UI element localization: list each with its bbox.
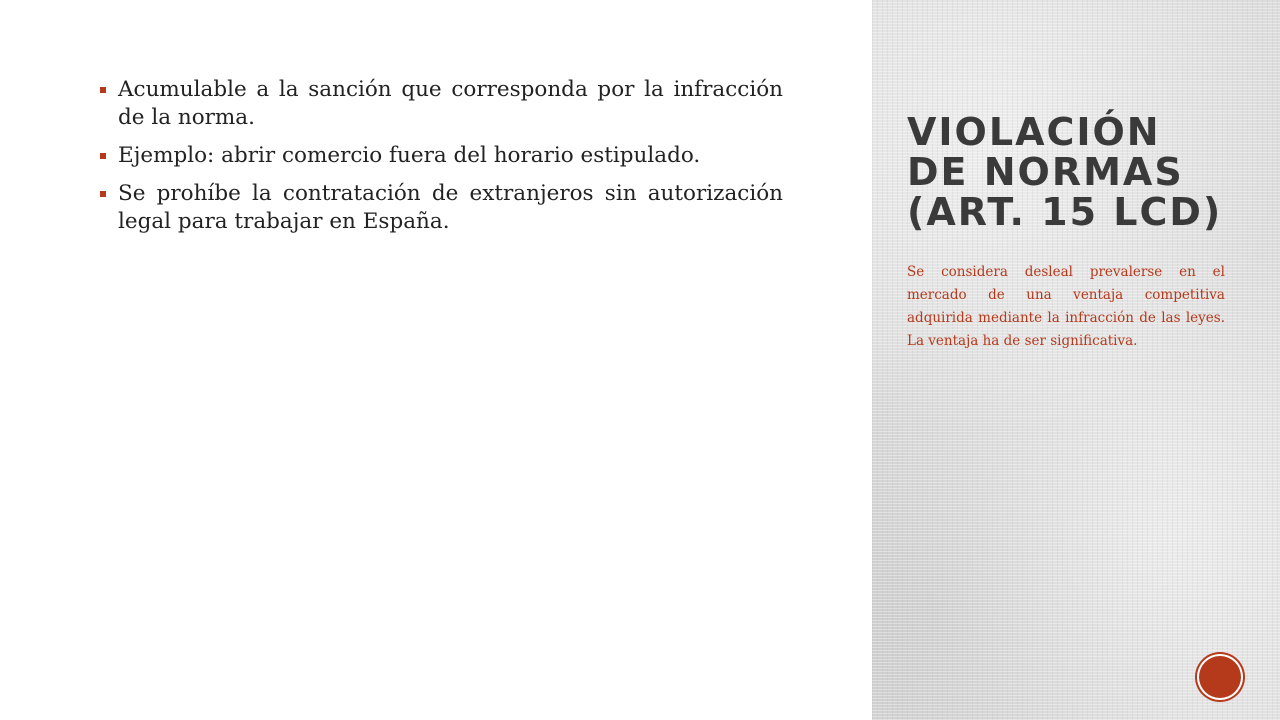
square-bullet-icon xyxy=(100,87,106,93)
slide-description: Se considera desleal prevalerse en el mercado de una ventaja competitiva adquirida mediante la infracción de las leyes. La ventaja ha de ser significativa. xyxy=(907,264,1225,349)
slide-title: VIOLACIÓN DE NORMAS (ART. 15 LCD) xyxy=(907,110,1223,234)
bullet-list xyxy=(100,76,783,246)
bullet-item xyxy=(100,76,783,132)
bullet-text: Ejemplo: abrir comercio fuera del horario estipulado. xyxy=(118,143,701,168)
square-bullet-icon xyxy=(100,191,106,197)
bullet-text: Acumulable a la sanción que corresponda por la infracción de la norma. xyxy=(118,77,783,130)
bullet-text: Se prohíbe la contratación de extranjeros sin autorización legal para trabajar en España. xyxy=(118,181,783,234)
bullet-item xyxy=(100,180,783,236)
sidebar-panel xyxy=(872,0,1280,720)
circle-nav-icon[interactable] xyxy=(1197,654,1243,700)
square-bullet-icon xyxy=(100,153,106,159)
bullet-item xyxy=(100,142,783,170)
